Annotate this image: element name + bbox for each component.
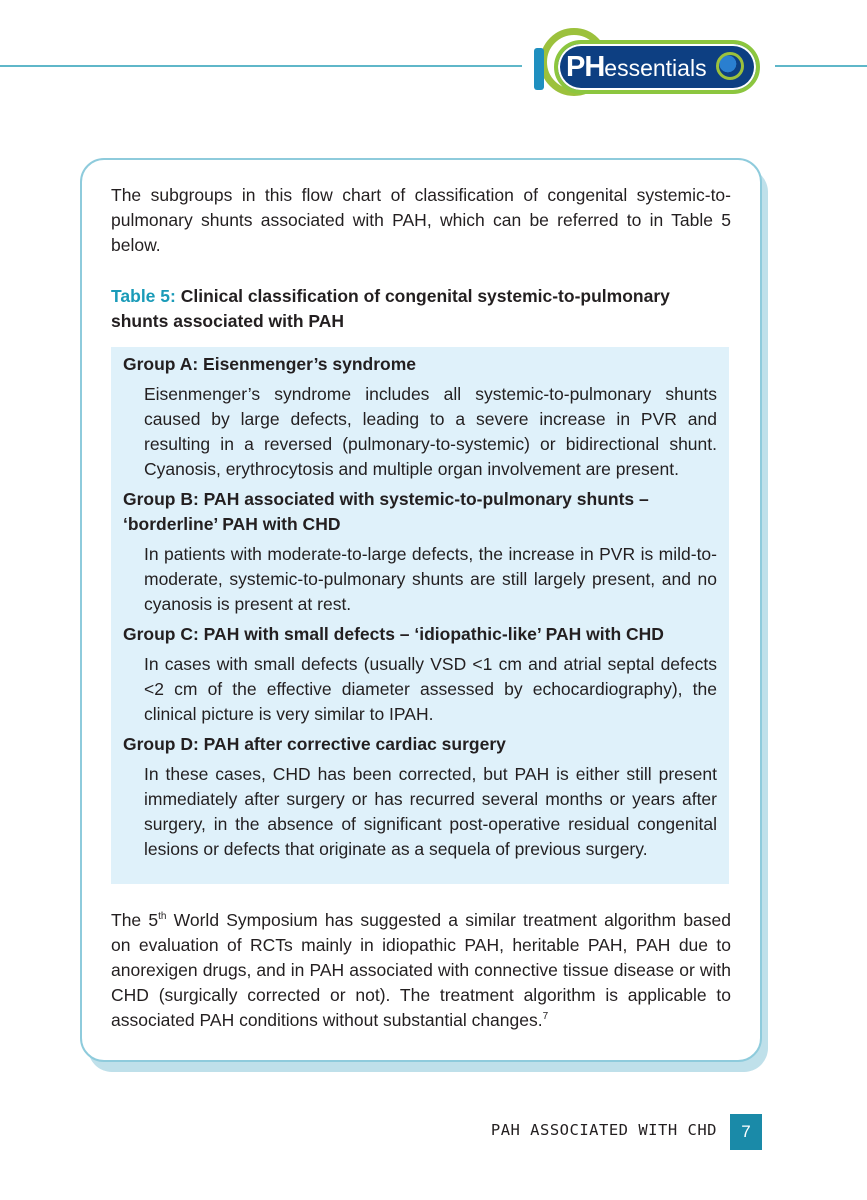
- group-description: In patients with moderate-to-large defects, the increase in PVR is mild-to- moderate, systemic-to-pulmonary shunts are still largely present, and no cyanosis is present at rest.: [144, 544, 717, 614]
- footer-section-label: PAH ASSOCIATED WITH CHD: [490, 1121, 717, 1139]
- group-heading: Group B: PAH associated with systemic-to-pulmonary shunts – ‘borderline’ PAH with CHD: [123, 489, 649, 534]
- reference-marker: 7: [542, 1011, 549, 1023]
- header-rule-right: [775, 65, 867, 67]
- logo-brand-bold: PH: [566, 51, 605, 83]
- group-heading: Group C: PAH with small defects – ‘idiopathic-like’ PAH with CHD: [123, 624, 664, 644]
- header-rule-left: [0, 65, 522, 67]
- group-a: [123, 352, 717, 482]
- group-description: In these cases, CHD has been corrected, but PAH is either still present immediately after surgery or has recurred several months or years after surgery, in the absence of significant post-operative residual congenital lesions or defects that originate as a sequela of previous surgery.: [144, 764, 717, 859]
- group-heading: Group D: PAH after corrective cardiac surgery: [123, 734, 506, 754]
- closing-ordinal-suffix: th: [158, 911, 167, 923]
- closing-text: World Symposium has suggested a similar treatment algorithm based on evaluation of RCTs mainly in idiopathic PAH, heritable PAH, PAH due to anorexigen drugs, and in PAH associated with connective tissue disease or with CHD (surgically corrected or not). The treatment algorithm is applicable to associated PAH conditions without substantial changes.: [111, 910, 732, 1030]
- table-label: Table 5:: [111, 286, 176, 306]
- page-number: 7: [730, 1114, 762, 1150]
- group-description: Eisenmenger’s syndrome includes all systemic-to-pulmonary shunts caused by large defects, leading to a severe increase in PVR and resulting in a reversed (pulmonary-to-systemic) or bidirectional shunt. Cyanosis, erythrocytosis and multiple organ involvement are present.: [144, 384, 717, 479]
- group-description: In cases with small defects (usually VSD <1 cm and atrial septal defects <2 cm of the effective diameter assessed by echocardiography), the clinical picture is very similar to IPAH.: [144, 654, 717, 724]
- logo-brand-light: essentials: [604, 55, 707, 81]
- closing-paragraph: [111, 908, 731, 1033]
- globe-icon: [716, 52, 744, 80]
- ph-essentials-logo: [528, 24, 768, 106]
- logo-wordmark: [566, 44, 707, 90]
- logo-tick: [534, 48, 544, 90]
- group-b: [123, 487, 717, 617]
- group-heading: Group A: Eisenmenger’s syndrome: [123, 354, 417, 374]
- group-c: [123, 622, 717, 727]
- closing-ordinal: The 5: [111, 910, 159, 930]
- classification-table: [111, 347, 729, 884]
- table-title: Clinical classification of congenital systemic-to-pulmonary shunts associated with PAH: [111, 286, 670, 331]
- table-caption: [111, 284, 731, 334]
- intro-paragraph: The subgroups in this flow chart of classification of congenital systemic-to-pulmonary shunts associated with PAH, which can be referred to in Table 5 below.: [111, 185, 731, 255]
- group-d: [123, 732, 717, 862]
